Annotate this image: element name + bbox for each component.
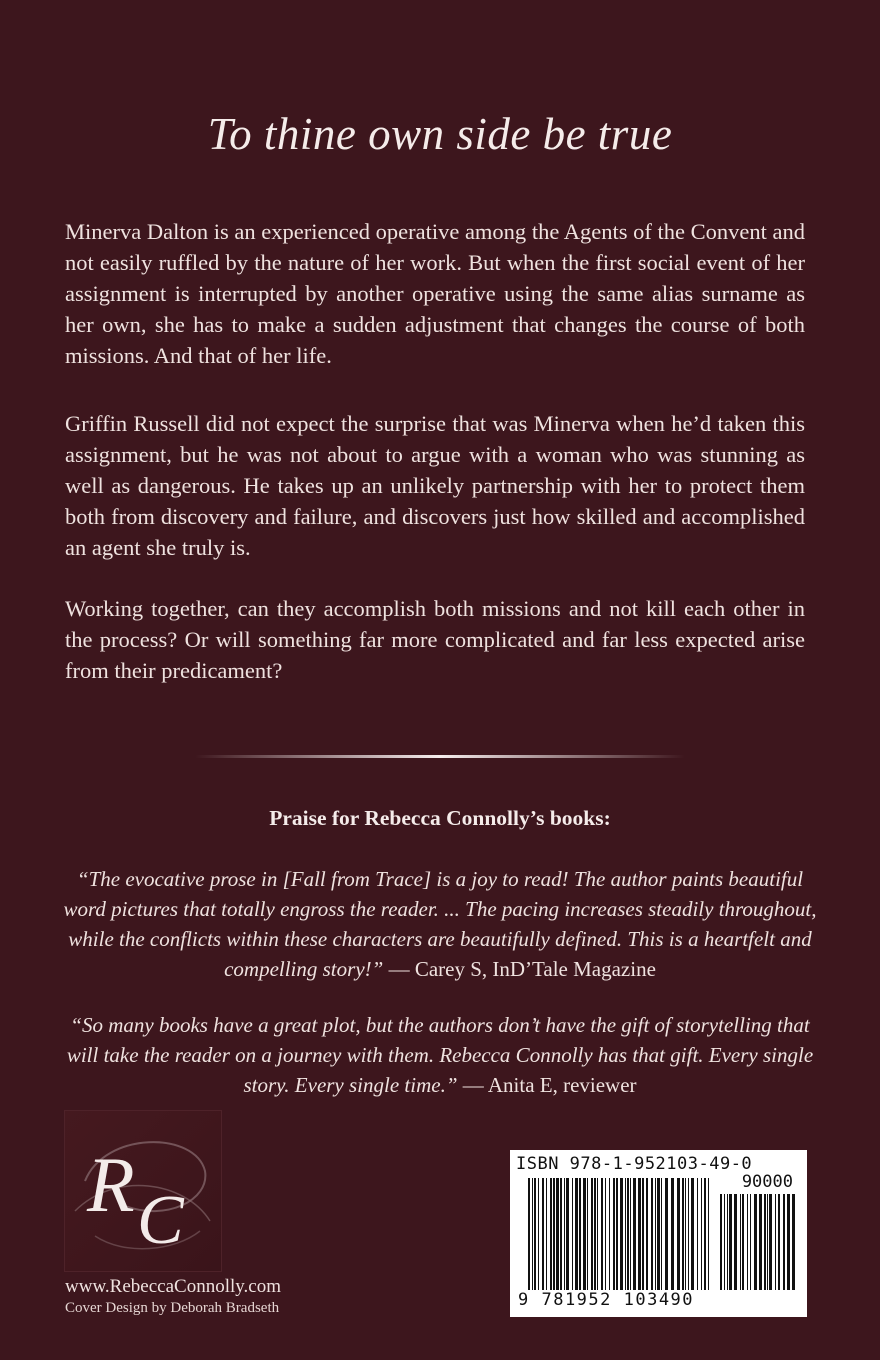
rc-monogram-logo (64, 1110, 222, 1272)
review-quote-text: “The evocative prose in [Fall from Trace] is a joy to read! The author paints beautiful word pictures that totally engross the reader. ... The pacing increases steadily throughout, while the conflicts within these characters are beautifully defined. This is a heartfelt and compelling story!” (63, 867, 817, 981)
svg-text:R: R (87, 1141, 135, 1228)
review-quote-text: “So many books have a great plot, but the authors don’t have the gift of storytelling that will take the reader on a journey with them. Rebecca Connolly has that gift. Every single story. Every single time.” (66, 1013, 814, 1097)
section-divider (195, 755, 685, 758)
review-quote-2 (55, 1010, 825, 1100)
blurb-paragraph-1: Minerva Dalton is an experienced operative among the Agents of the Convent and not easily ruffled by the nature of her work. But when the first social event of her assignment is interrupted by another operative using the same alias surname as her own, she has to make a sudden adjustment that changes the course of both missions. And that of her life. (65, 219, 805, 368)
review-attribution: — Carey S, InD’Tale Magazine (383, 957, 656, 981)
isbn-digits: 9 781952 103490 (518, 1290, 695, 1310)
author-website: www.RebeccaConnolly.com (65, 1276, 281, 1297)
cover-design-credit: Cover Design by Deborah Bradseth (65, 1300, 280, 1316)
review-quote-1 (55, 864, 825, 984)
blurb-paragraph-3: Working together, can they accomplish both missions and not kill each other in the process? Or will something far more complicated and far less expected arise from their predicament? (65, 596, 805, 683)
isbn-label: ISBN 978-1-952103-49-0 (516, 1154, 753, 1174)
review-attribution: — Anita E, reviewer (457, 1073, 637, 1097)
price-code: 90000 (741, 1172, 793, 1192)
tagline: To thine own side be true (207, 109, 673, 159)
blurb-paragraph-2: Griffin Russell did not expect the surprise that was Minerva when he’d taken this assignment, but he was not about to argue with a woman who was stunning as well as dangerous. He takes up an unlikely partnership with her to protect them both from discovery and failure, and discovers just how skilled and accomplished an agent she truly is. (65, 411, 805, 560)
praise-heading: Praise for Rebecca Connolly’s books: (269, 806, 611, 830)
barcode-bars-addon (720, 1194, 800, 1290)
barcode-bars-main (528, 1178, 718, 1290)
svg-text:C: C (137, 1182, 184, 1259)
isbn-barcode (510, 1150, 807, 1317)
